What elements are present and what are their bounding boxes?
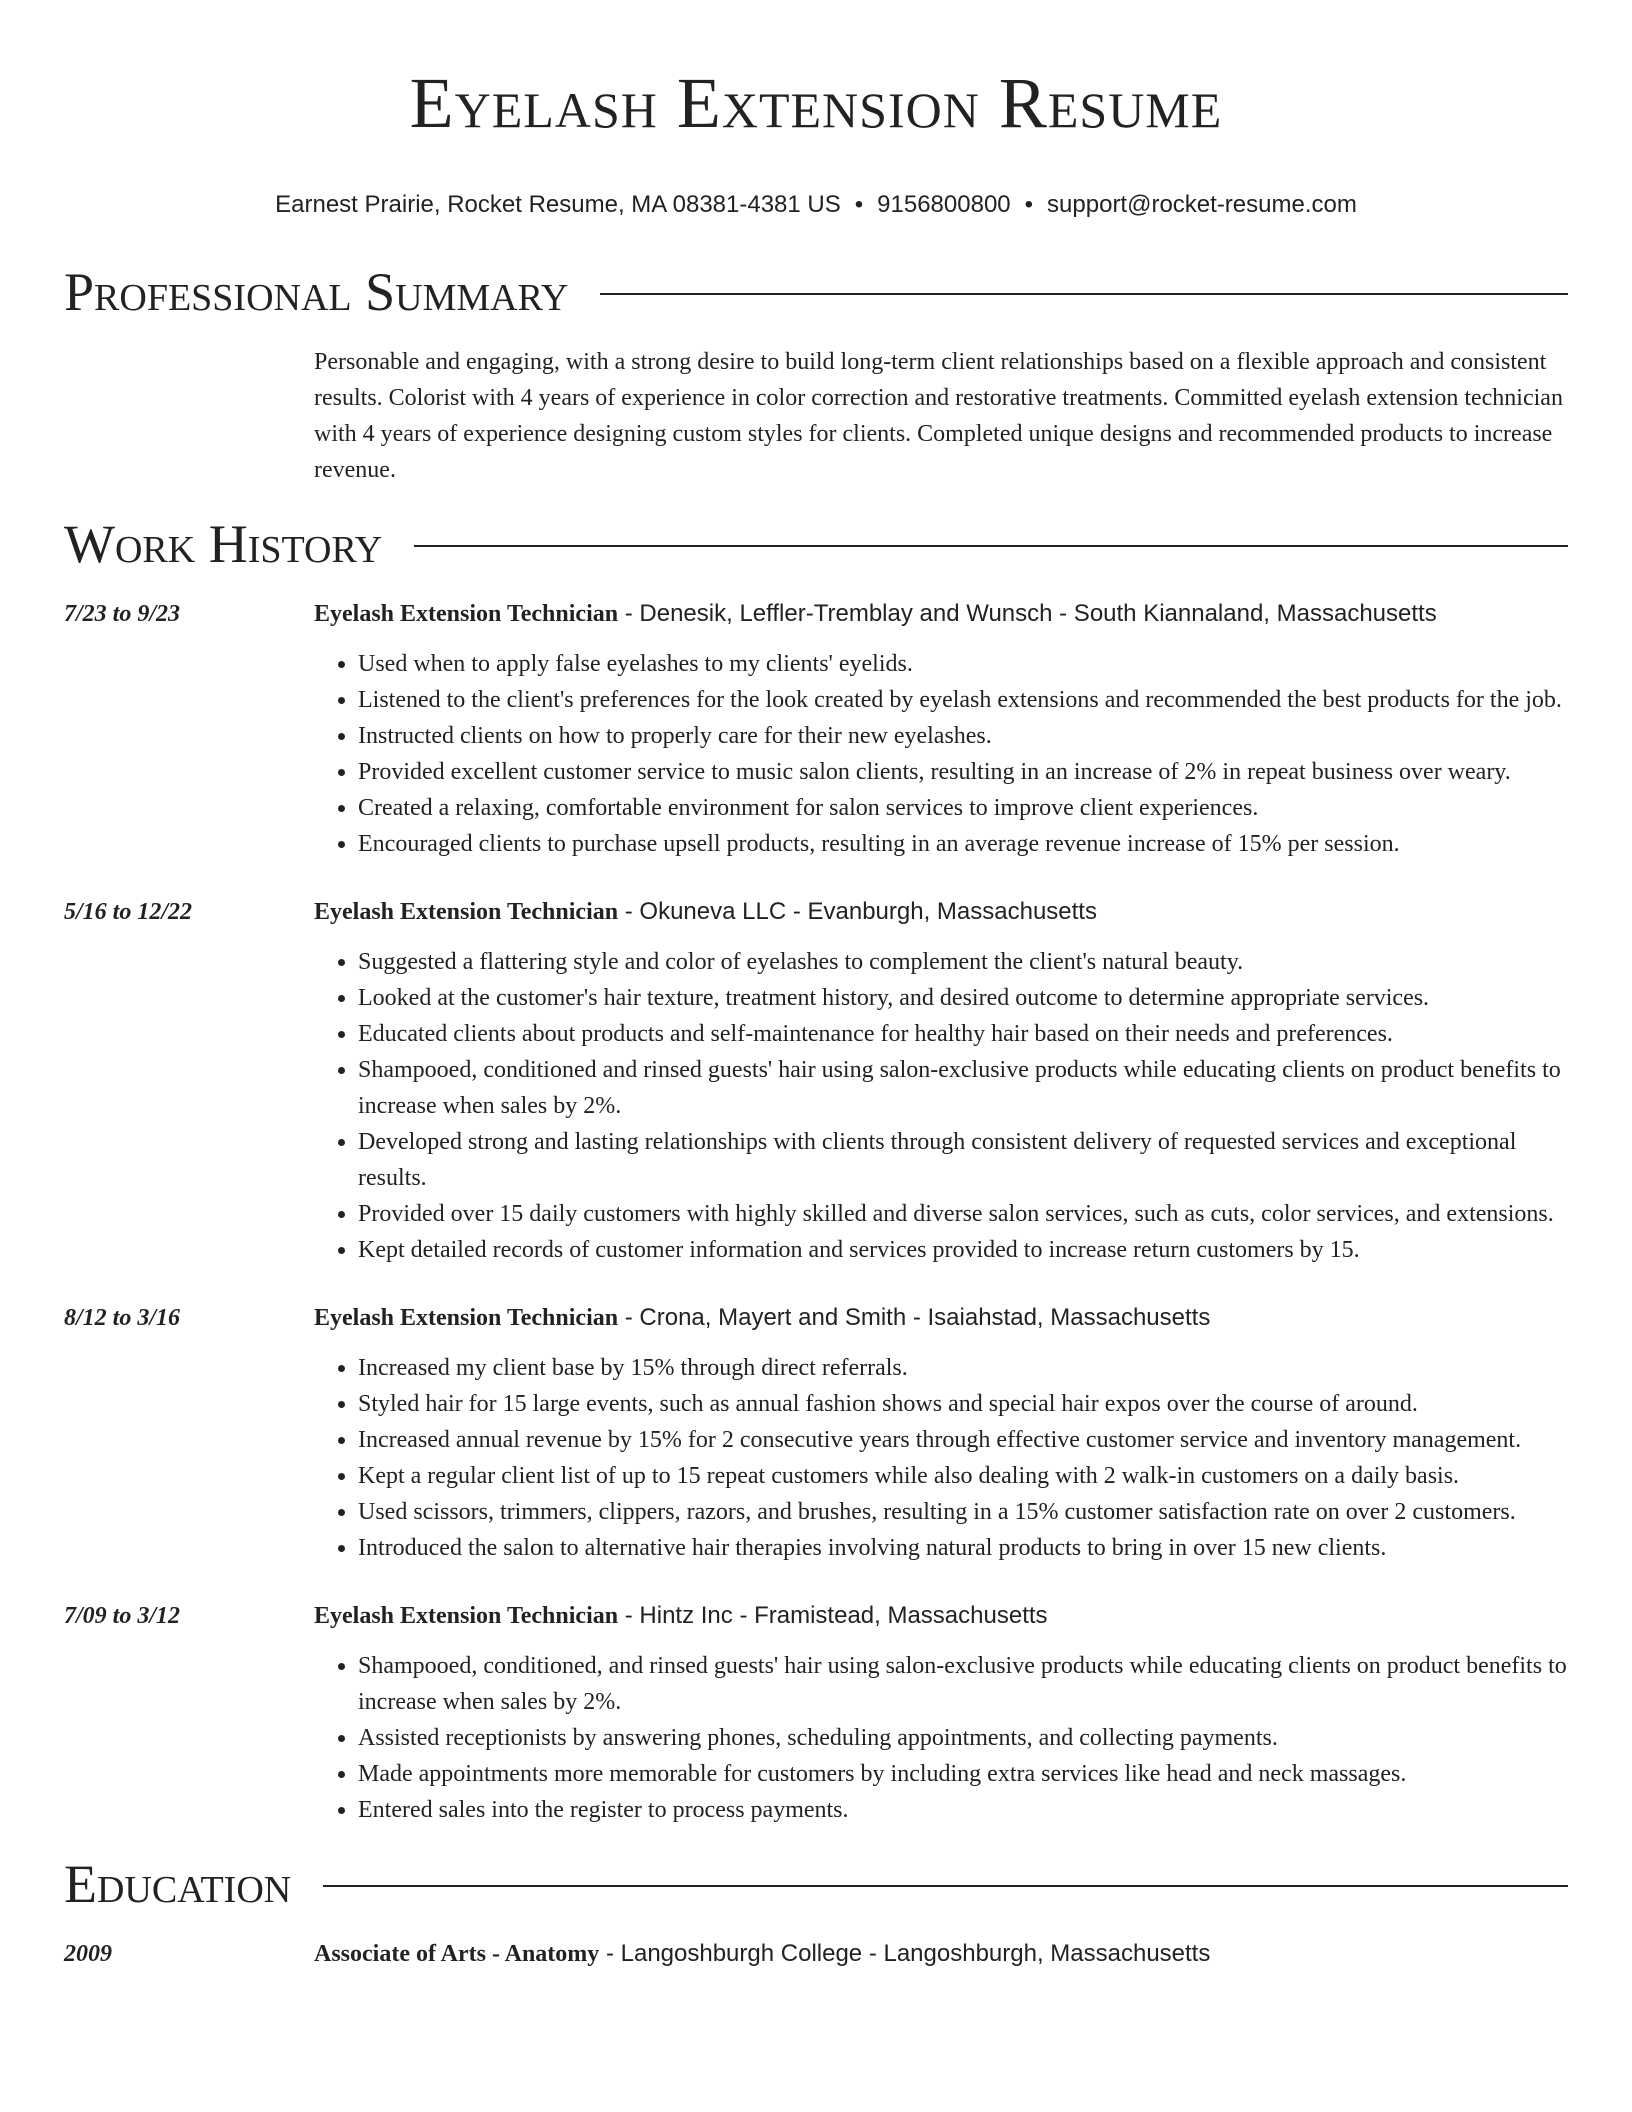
job-employer: - Okuneva LLC - Evanburgh, Massachusetts bbox=[618, 898, 1097, 925]
education-entry bbox=[64, 1936, 1568, 1972]
job-heading bbox=[314, 1598, 1568, 1634]
job-employer: - Crona, Mayert and Smith - Isaiahstad, Massachusetts bbox=[618, 1304, 1211, 1331]
summary-text: Personable and engaging, with a strong desire to build long-term client relationships based on a flexible approach and consistent results. Colorist with 4 years of experience in color correction and restorative treatments. Committed eyelash extension technician with 4 years of experience designing custom styles for clients. Completed unique designs and recommended products to increase revenue. bbox=[314, 349, 1563, 483]
job-bullets bbox=[314, 944, 1568, 1268]
job-bullet: • Shampooed, conditioned and rinsed guests' hair using salon-exclusive products while educating clients on product benefits to increase when sales by 2%. bbox=[358, 1052, 1568, 1124]
education-body bbox=[314, 1936, 1568, 1972]
work-section-title: Work History bbox=[64, 514, 383, 574]
job-body bbox=[314, 1300, 1568, 1566]
job-bullet: • Educated clients about products and self-maintenance for healthy hair based on their needs and preferences. bbox=[358, 1016, 1568, 1052]
job-bullet: • Introduced the salon to alternative hair therapies involving natural products to bring in over 15 new clients. bbox=[358, 1530, 1568, 1566]
summary-section-header bbox=[64, 262, 1568, 322]
section-divider bbox=[600, 293, 1568, 295]
job-heading bbox=[314, 894, 1568, 930]
job-heading bbox=[314, 596, 1568, 632]
job-bullet: • Instructed clients on how to properly care for their new eyelashes. bbox=[358, 718, 1568, 754]
education-heading bbox=[314, 1936, 1568, 1972]
job-bullet: • Encouraged clients to purchase upsell products, resulting in an average revenue increase of 15% per session. bbox=[358, 826, 1568, 862]
job-bullet: • Increased my client base by 15% through direct referrals. bbox=[358, 1350, 1568, 1386]
job-bullet: • Kept a regular client list of up to 15 repeat customers while also dealing with 2 walk-in customers on a daily basis. bbox=[358, 1458, 1568, 1494]
job-employer: - Hintz Inc - Framistead, Massachusetts bbox=[618, 1602, 1048, 1629]
job-body bbox=[314, 596, 1568, 862]
job-bullet: • Suggested a flattering style and color of eyelashes to complement the client's natural beauty. bbox=[358, 944, 1568, 980]
contact-separator: • bbox=[854, 191, 864, 218]
job-bullets bbox=[314, 1648, 1568, 1828]
job-bullet: • Looked at the customer's hair texture, treatment history, and desired outcome to determine appropriate services. bbox=[358, 980, 1568, 1016]
job-bullet: • Used scissors, trimmers, clippers, razors, and brushes, resulting in a 15% customer satisfaction rate on over 2 customers. bbox=[358, 1494, 1568, 1530]
job-bullet: • Kept detailed records of customer information and services provided to increase return customers by 15. bbox=[358, 1232, 1568, 1268]
contact-separator: • bbox=[1024, 191, 1034, 218]
education-degree: Associate of Arts - Anatomy bbox=[314, 1941, 600, 1967]
job-heading bbox=[314, 1300, 1568, 1336]
job-body bbox=[314, 1598, 1568, 1828]
education-section-header bbox=[64, 1854, 1568, 1914]
job-bullet: • Made appointments more memorable for customers by including extra services like head and neck massages. bbox=[358, 1756, 1568, 1792]
job-date: 7/09 to 3/12 bbox=[64, 1603, 181, 1629]
job-bullet: • Entered sales into the register to process payments. bbox=[358, 1792, 1568, 1828]
job-role: Eyelash Extension Technician bbox=[314, 601, 619, 627]
job-bullet: • Used when to apply false eyelashes to my clients' eyelids. bbox=[358, 646, 1568, 682]
job-bullet: • Provided excellent customer service to music salon clients, resulting in an increase of 2% in repeat business over weary. bbox=[358, 754, 1568, 790]
resume-title: Eyelash Extension Resume bbox=[409, 63, 1223, 143]
contact-phone: 9156800800 bbox=[877, 191, 1011, 218]
job-role: Eyelash Extension Technician bbox=[314, 1603, 619, 1629]
job-entry bbox=[64, 894, 1568, 1268]
summary-section-title: Professional Summary bbox=[64, 262, 569, 322]
section-divider bbox=[323, 1885, 1568, 1887]
job-bullet: • Shampooed, conditioned, and rinsed guests' hair using salon-exclusive products while educating clients on product benefits to increase when sales by 2%. bbox=[358, 1648, 1568, 1720]
resume-page bbox=[64, 0, 1568, 1972]
contact-address: Earnest Prairie, Rocket Resume, MA 08381-4381 US bbox=[275, 191, 841, 218]
contact-email: support@rocket-resume.com bbox=[1047, 191, 1357, 218]
section-divider bbox=[414, 545, 1568, 547]
work-section-header bbox=[64, 514, 1568, 574]
job-bullet: • Assisted receptionists by answering phones, scheduling appointments, and collecting payments. bbox=[358, 1720, 1568, 1756]
contact-line bbox=[64, 190, 1568, 220]
job-entry bbox=[64, 1598, 1568, 1828]
job-employer: - Denesik, Leffler-Tremblay and Wunsch - South Kiannaland, Massachusetts bbox=[618, 600, 1437, 627]
education-section-title: Education bbox=[64, 1854, 292, 1914]
job-date: 8/12 to 3/16 bbox=[64, 1305, 181, 1331]
education-school: - Langoshburgh College - Langoshburgh, Massachusetts bbox=[599, 1940, 1211, 1967]
job-bullets bbox=[314, 646, 1568, 862]
job-bullet: • Provided over 15 daily customers with highly skilled and diverse salon services, such as cuts, color services, and extensions. bbox=[358, 1196, 1568, 1232]
job-entry bbox=[64, 596, 1568, 862]
job-bullet: • Styled hair for 15 large events, such as annual fashion shows and special hair expos over the course of around. bbox=[358, 1386, 1568, 1422]
job-entry bbox=[64, 1300, 1568, 1566]
job-date: 5/16 to 12/22 bbox=[64, 899, 193, 925]
job-bullet: • Created a relaxing, comfortable environment for salon services to improve client experiences. bbox=[358, 790, 1568, 826]
job-bullet: • Developed strong and lasting relationships with clients through consistent delivery of requested services and exceptional results. bbox=[358, 1124, 1568, 1196]
job-role: Eyelash Extension Technician bbox=[314, 1305, 619, 1331]
job-bullets bbox=[314, 1350, 1568, 1566]
education-date: 2009 bbox=[64, 1941, 112, 1967]
job-bullet: • Increased annual revenue by 15% for 2 consecutive years through effective customer service and inventory management. bbox=[358, 1422, 1568, 1458]
job-date: 7/23 to 9/23 bbox=[64, 601, 181, 627]
job-bullet: • Listened to the client's preferences for the look created by eyelash extensions and recommended the best products for the job. bbox=[358, 682, 1568, 718]
job-body bbox=[314, 894, 1568, 1268]
job-role: Eyelash Extension Technician bbox=[314, 899, 619, 925]
